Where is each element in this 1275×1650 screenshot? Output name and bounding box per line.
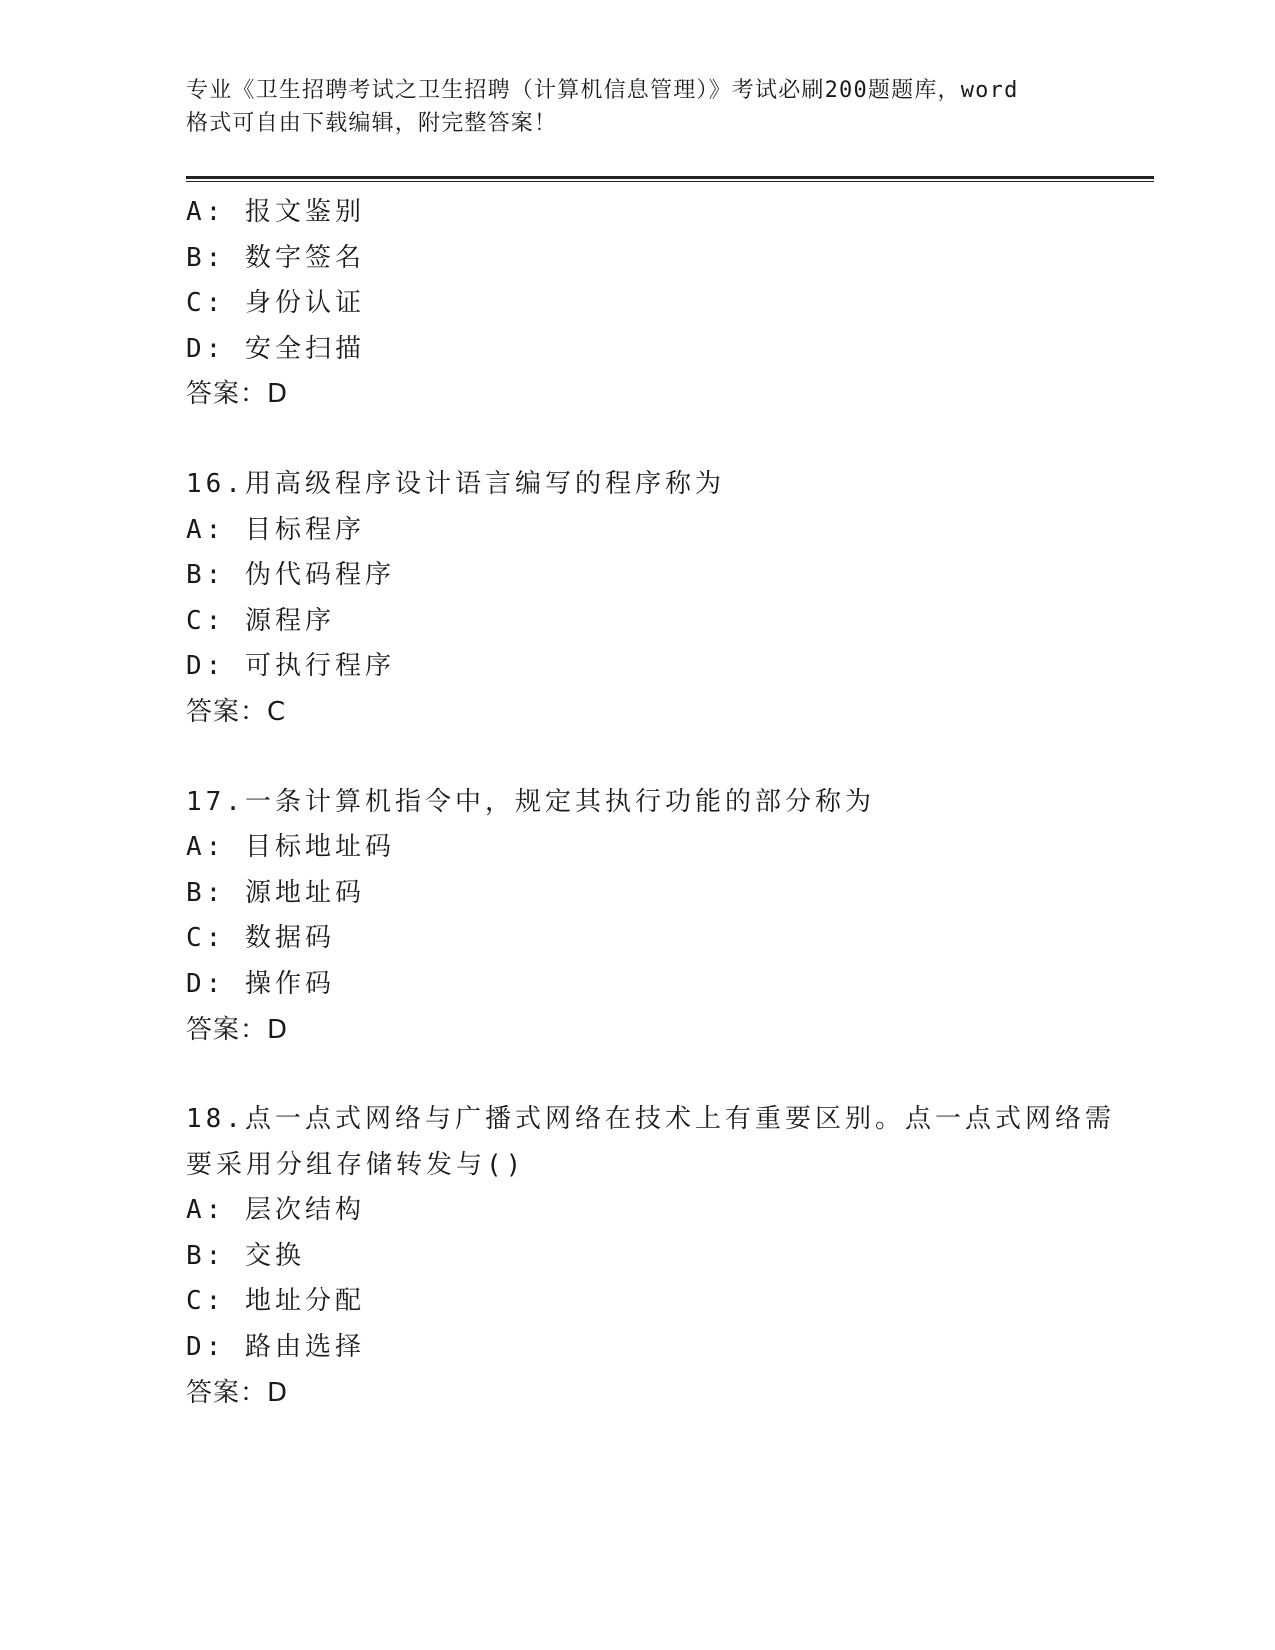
question-stem-line-2: 要采用分组存储转发与() [186, 1149, 526, 1180]
option-c: C: 身份认证 [186, 288, 365, 319]
option-a: A: 目标地址码 [186, 832, 395, 863]
option-b: B: 源地址码 [186, 877, 365, 908]
option-c: C: 数据码 [186, 923, 335, 954]
option-a: A: 层次结构 [186, 1195, 365, 1226]
option-d: D: 路由选择 [186, 1332, 365, 1363]
question-stem: 16.用高级程序设计语言编写的程序称为 [186, 468, 725, 499]
option-b: B: 交换 [186, 1240, 305, 1271]
header-line-2: 格式可自由下载编辑，附完整答案！ [186, 111, 558, 136]
document-header [186, 74, 1086, 140]
option-a: A: 目标程序 [186, 514, 365, 545]
header-divider-thick [186, 176, 1154, 179]
option-a: A: 报文鉴别 [186, 197, 365, 227]
option-d: D: 操作码 [186, 968, 335, 999]
question-block-17 [186, 780, 1146, 1054]
question-stem-line-1: 18.点一点式网络与广播式网络在技术上有重要区别。点一点式网络需 [186, 1104, 1115, 1135]
option-b: B: 伪代码程序 [186, 560, 395, 591]
answer: 答案：C [186, 696, 287, 727]
option-b: B: 数字签名 [186, 242, 365, 273]
option-c: C: 源程序 [186, 605, 335, 636]
option-c: C: 地址分配 [186, 1286, 365, 1317]
header-divider-thin [186, 181, 1154, 182]
question-block-15 [186, 190, 1146, 418]
answer: 答案：D [186, 379, 289, 410]
question-list [186, 190, 1146, 1416]
answer: 答案：D [186, 1014, 289, 1045]
question-stem: 17.一条计算机指令中，规定其执行功能的部分称为 [186, 786, 875, 817]
option-d: D: 安全扫描 [186, 333, 365, 364]
question-block-16 [186, 462, 1146, 736]
question-block-18 [186, 1097, 1146, 1416]
option-d: D: 可执行程序 [186, 651, 395, 682]
answer: 答案：D [186, 1377, 289, 1408]
header-line-1: 专业《卫生招聘考试之卫生招聘（计算机信息管理）》考试必刷200题题库，word [186, 78, 1019, 103]
